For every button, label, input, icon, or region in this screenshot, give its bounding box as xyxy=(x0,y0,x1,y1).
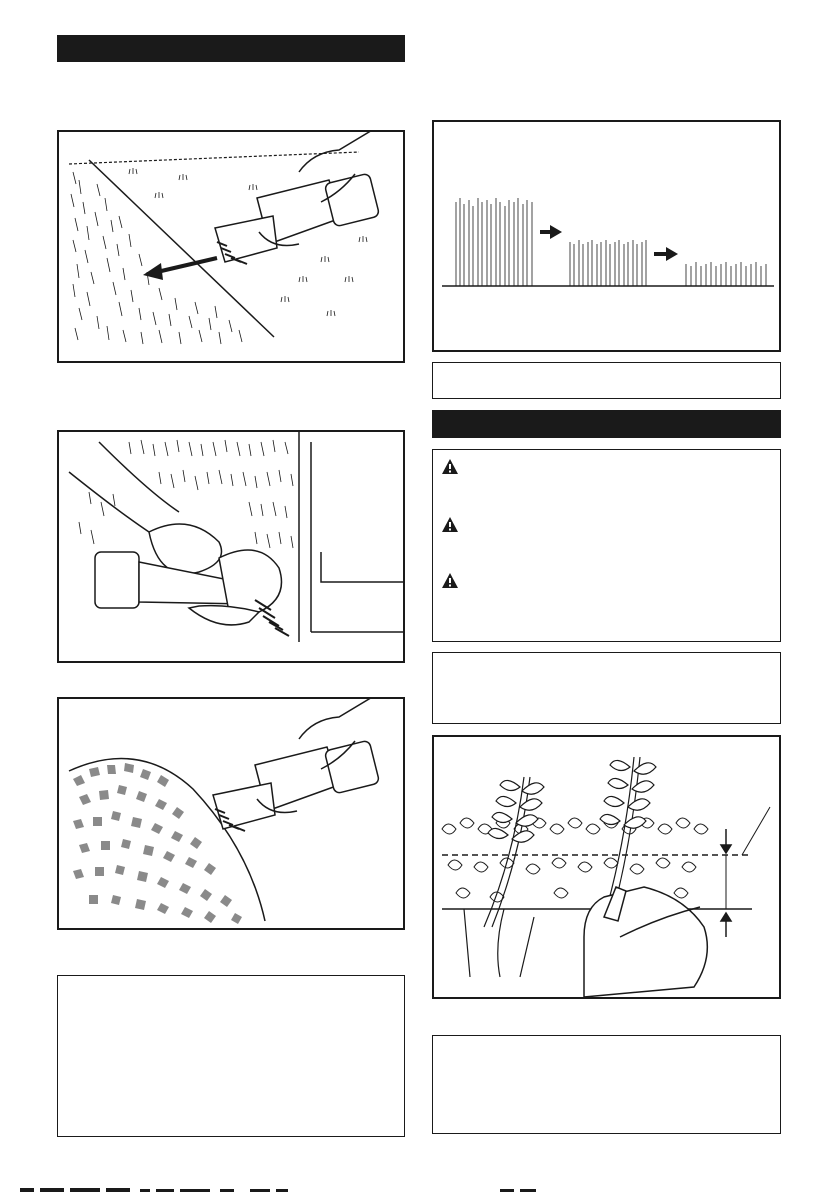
pruning-shears-tool xyxy=(584,887,707,997)
short-grass-block xyxy=(686,262,766,286)
grass-shear-icon xyxy=(59,699,403,928)
grass-shear-tool xyxy=(213,740,380,831)
grass-shear-icon xyxy=(59,432,403,661)
shrub-foliage xyxy=(73,763,242,924)
warnings-box xyxy=(432,449,781,642)
figure-trimming-round-shrub xyxy=(57,697,405,930)
right-note-box-2 xyxy=(432,652,781,724)
hedge-leaves xyxy=(442,818,708,902)
right-section-header xyxy=(432,410,781,438)
left-section-header xyxy=(57,35,405,62)
grass-height-icon xyxy=(434,122,779,350)
figure-trimming-lawn-edge xyxy=(57,130,405,363)
tall-grass-block xyxy=(456,198,532,286)
cropped-footer-text xyxy=(20,1186,820,1192)
height-marker xyxy=(721,807,770,937)
figure-pruning-hedge-branches xyxy=(432,735,781,999)
warning-triangle-icon xyxy=(441,516,459,533)
warning-triangle-icon xyxy=(441,458,459,475)
figure-cutting-height-steps xyxy=(432,120,781,352)
direction-arrow xyxy=(157,258,217,272)
left-note-box xyxy=(57,975,405,1137)
grass-shear-icon xyxy=(59,132,403,361)
warning-triangle-icon xyxy=(441,572,459,589)
medium-grass-block xyxy=(570,240,646,286)
right-note-box-3 xyxy=(432,1035,781,1134)
figure-trimming-along-wall xyxy=(57,430,405,663)
grass-shear-tool xyxy=(215,173,380,264)
pruning-shears-icon xyxy=(434,737,779,997)
right-note-box-1 xyxy=(432,362,781,399)
